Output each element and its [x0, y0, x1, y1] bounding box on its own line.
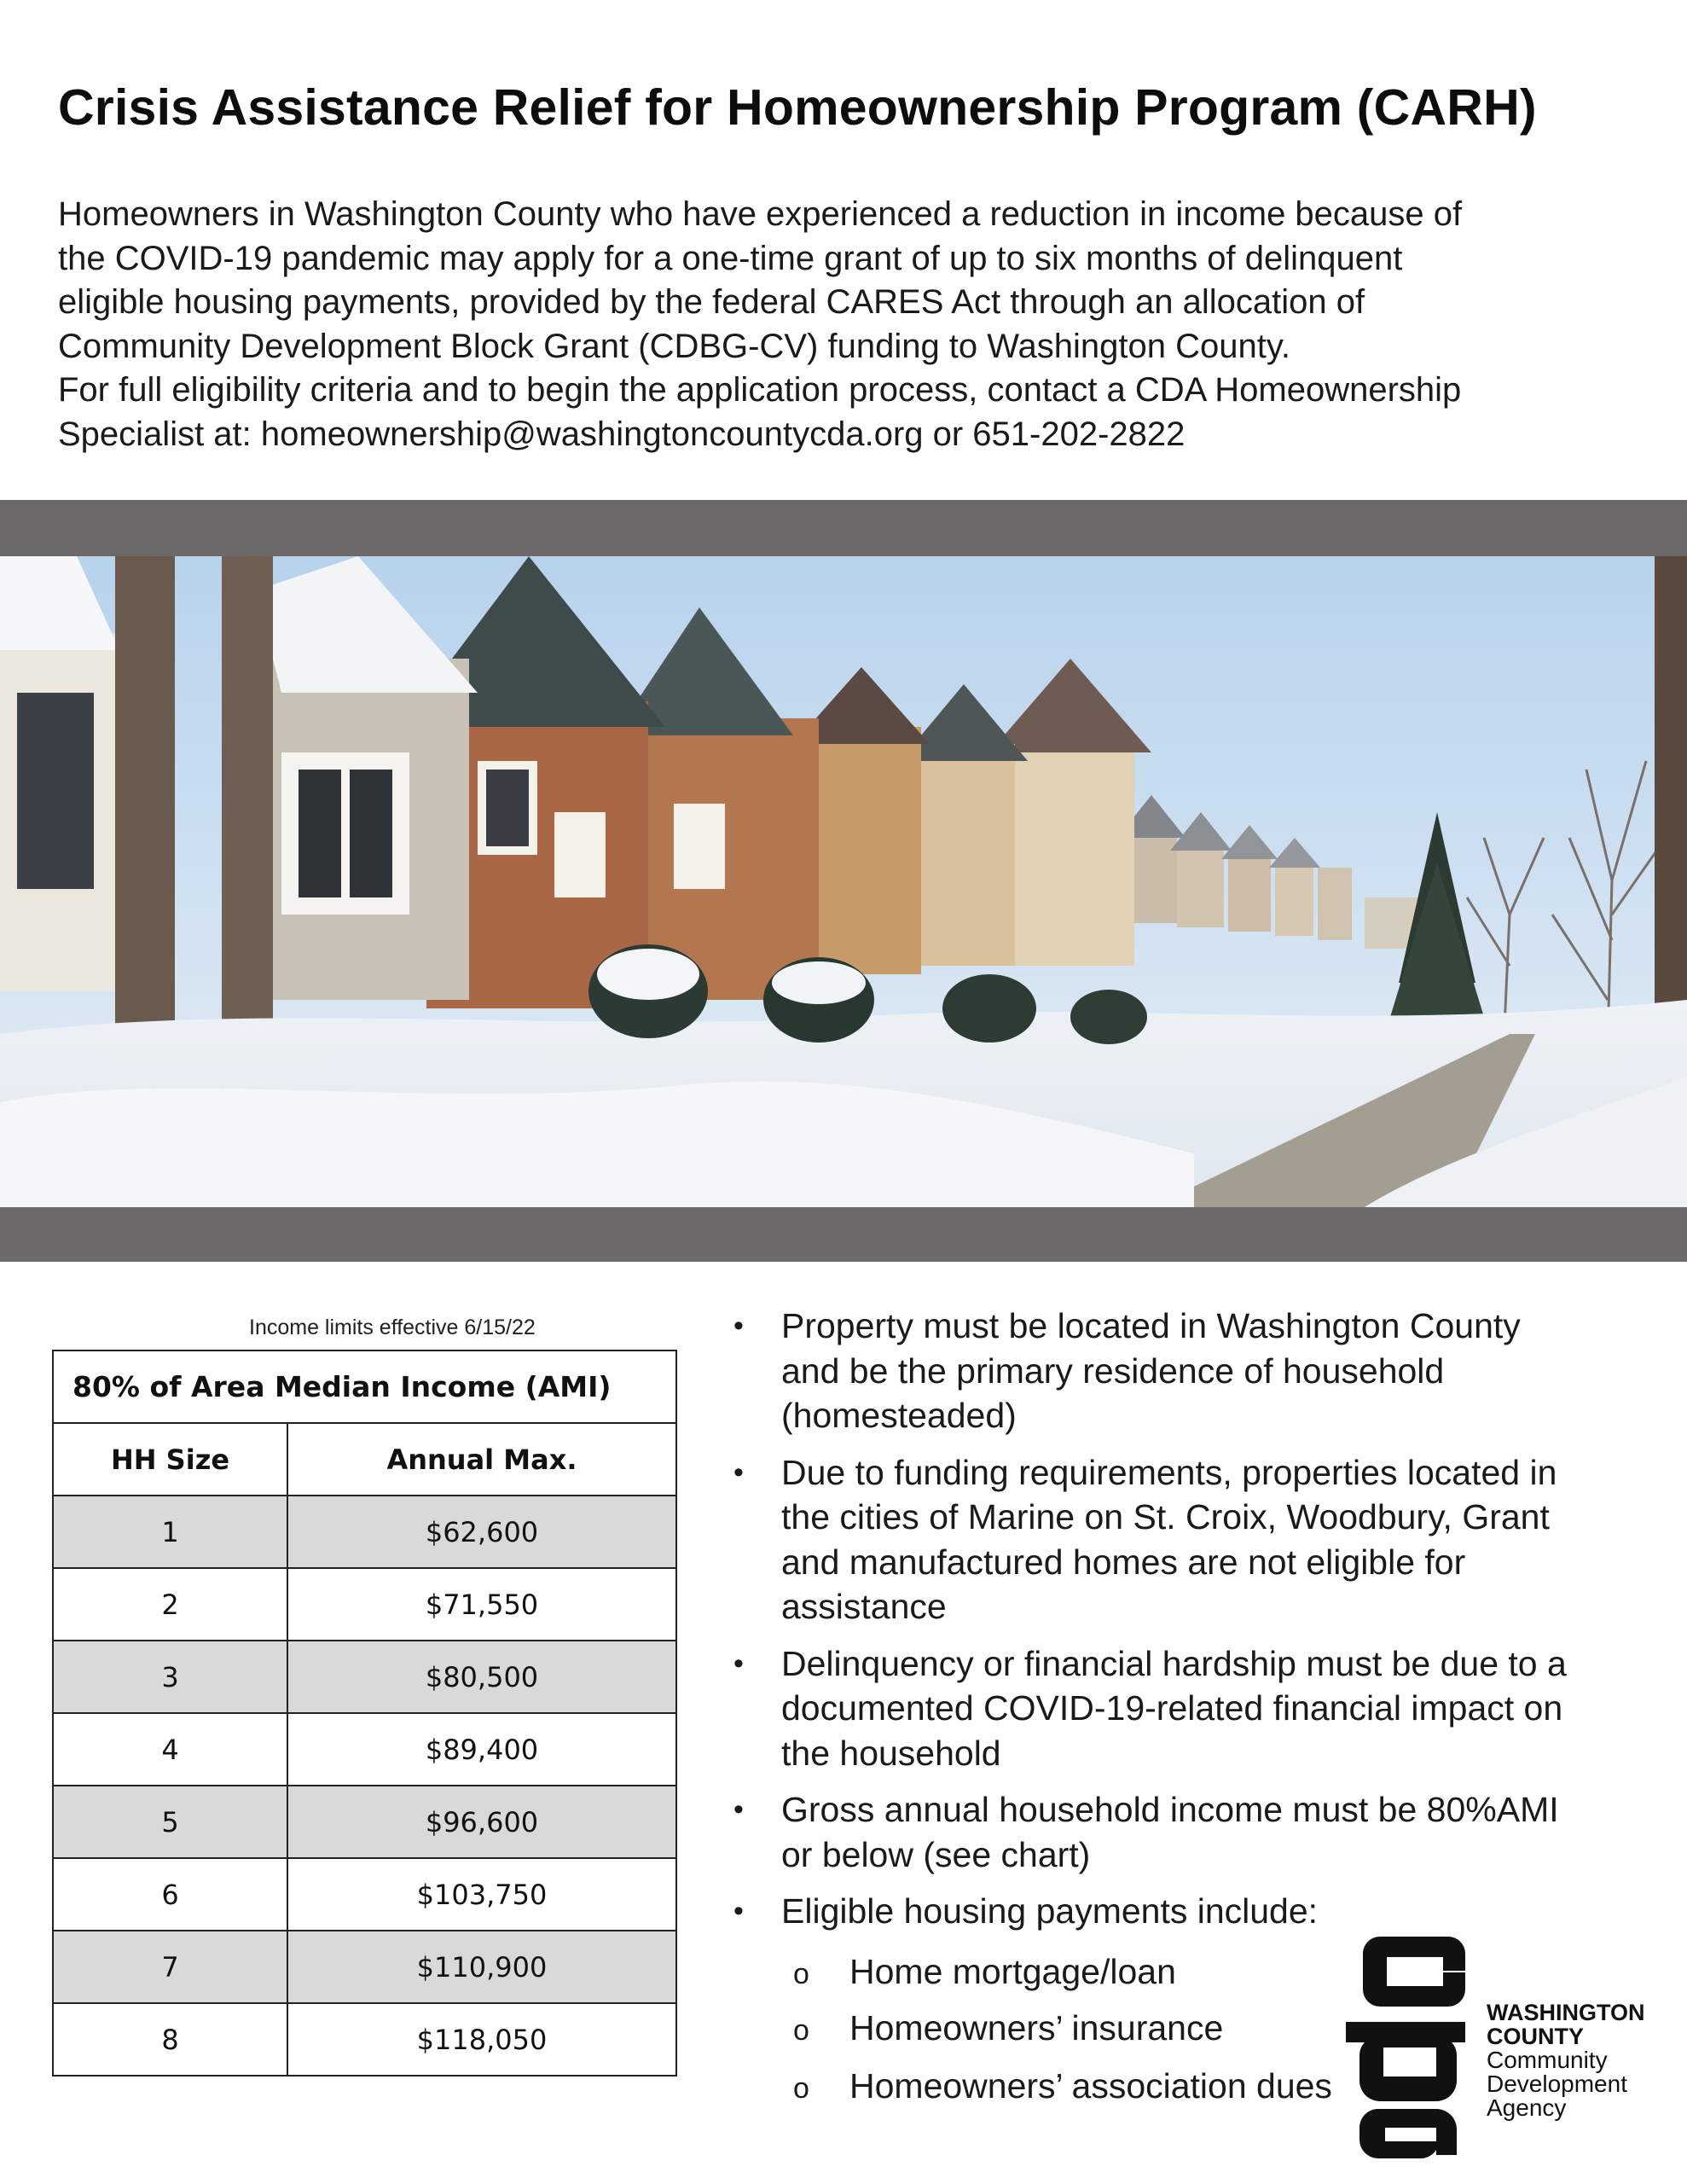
sub-list-item [793, 2008, 1390, 2048]
intro-paragraph [58, 193, 1644, 456]
list-item-line: Gross annual household income must be 80%AMI [781, 1790, 1559, 1829]
table-header-row [53, 1423, 676, 1496]
list-item-line: Delinquency or financial hardship must be due to a [781, 1643, 1567, 1683]
table-row [53, 1641, 676, 1713]
list-item-line: and be the primary residence of household [781, 1350, 1445, 1391]
hh-size-cell: 8 [53, 2003, 287, 2076]
washington-county-cda-logo [1346, 1928, 1678, 2158]
intro-line: the COVID-19 pandemic may apply for a one-time grant of up to six months of delinquent [58, 239, 1403, 277]
intro-line: eligible housing payments, provided by the federal CARES Act through an allocation of [58, 283, 1365, 321]
hh-size-cell: 5 [53, 1786, 287, 1858]
column-header-annual-max: Annual Max. [287, 1423, 676, 1496]
logo-wordmark [1487, 2001, 1645, 2120]
income-limits-table [52, 1350, 677, 2077]
list-item [732, 1889, 1670, 1934]
list-item [732, 1304, 1670, 1438]
sub-bullet-icon: o [793, 2014, 809, 2047]
table-row [53, 1931, 676, 2003]
sub-list-item [793, 1952, 1390, 1992]
list-item-line: Due to funding requirements, properties located in [781, 1452, 1557, 1492]
sub-list-item-label: Homeowners’ association dues [849, 2066, 1332, 2106]
table-title-row [53, 1350, 676, 1423]
logo-line: Community [1487, 2047, 1608, 2073]
list-item-line: Eligible housing payments include: [781, 1891, 1319, 1931]
sub-bullet-icon: o [793, 2072, 809, 2105]
winter-street-photo [0, 556, 1687, 1207]
hh-size-cell: 4 [53, 1713, 287, 1786]
table-row [53, 1496, 676, 1568]
hh-size-cell: 3 [53, 1641, 287, 1713]
bullet-icon: • [733, 1647, 744, 1680]
income-table-caption: Income limits effective 6/15/22 [249, 1316, 536, 1339]
annual-max-cell: $110,900 [287, 1931, 676, 2003]
intro-line: Community Development Block Grant (CDBG-CV) funding to Washington County. [58, 327, 1291, 365]
annual-max-cell: $62,600 [287, 1496, 676, 1568]
table-row [53, 1568, 676, 1641]
hh-size-cell: 7 [53, 1931, 287, 2003]
list-item-line: (homesteaded) [781, 1396, 1017, 1435]
table-title: 80% of Area Median Income (AMI) [53, 1350, 676, 1423]
table-row [53, 1858, 676, 1931]
annual-max-cell: $103,750 [287, 1858, 676, 1931]
list-item-line: assistance [781, 1587, 947, 1626]
list-item-line: documented COVID-19-related financial impact on [781, 1688, 1563, 1728]
sub-list-item-label: Homeowners’ insurance [849, 2008, 1224, 2048]
column-header-hh-size: HH Size [53, 1423, 287, 1496]
annual-max-cell: $71,550 [287, 1568, 676, 1641]
list-item-line: Property must be located in Washington County [781, 1306, 1521, 1345]
sub-bullet-icon: o [793, 1958, 809, 1990]
list-item-line: and manufactured homes are not eligible for [781, 1542, 1466, 1582]
annual-max-cell: $89,400 [287, 1713, 676, 1786]
list-item-line: or below (see chart) [781, 1834, 1091, 1874]
intro-line: Homeowners in Washington County who have experienced a reduction in income because of [58, 195, 1463, 233]
bullet-icon: • [733, 1310, 744, 1342]
bullet-icon: • [733, 1455, 744, 1489]
logo-line: COUNTY [1487, 2024, 1584, 2049]
page-title: Crisis Assistance Relief for Homeownership Program (CARH) [58, 79, 1537, 136]
hh-size-cell: 6 [53, 1858, 287, 1931]
bullet-icon: • [733, 1895, 744, 1927]
cda-logo-mark [1346, 1928, 1474, 2158]
logo-line: WASHINGTON [1487, 2000, 1645, 2025]
list-item [732, 1450, 1670, 1629]
table-row [53, 1786, 676, 1858]
table-row [53, 2003, 676, 2076]
intro-line: Specialist at: homeownership@washingtoncountycda.org or 651-202-2822 [58, 415, 1186, 453]
intro-line: For full eligibility criteria and to begin the application process, contact a CDA Homeownership [58, 371, 1462, 409]
logo-line: Agency [1487, 2094, 1567, 2121]
sub-list-item [793, 2066, 1390, 2106]
logo-line: Development [1487, 2071, 1627, 2097]
annual-max-cell: $118,050 [287, 2003, 676, 2076]
hh-size-cell: 2 [53, 1568, 287, 1641]
eligibility-list [732, 1304, 1670, 1946]
hh-size-cell: 1 [53, 1496, 287, 1568]
bullet-icon: • [733, 1793, 744, 1826]
annual-max-cell: $80,500 [287, 1641, 676, 1713]
list-item-line: the household [781, 1733, 1001, 1773]
list-item [732, 1641, 1670, 1776]
table-row [53, 1713, 676, 1786]
list-item-line: the cities of Marine on St. Croix, Woodbury, Grant [781, 1497, 1550, 1536]
list-item [732, 1787, 1670, 1877]
sub-list-item-label: Home mortgage/loan [849, 1952, 1176, 1991]
annual-max-cell: $96,600 [287, 1786, 676, 1858]
